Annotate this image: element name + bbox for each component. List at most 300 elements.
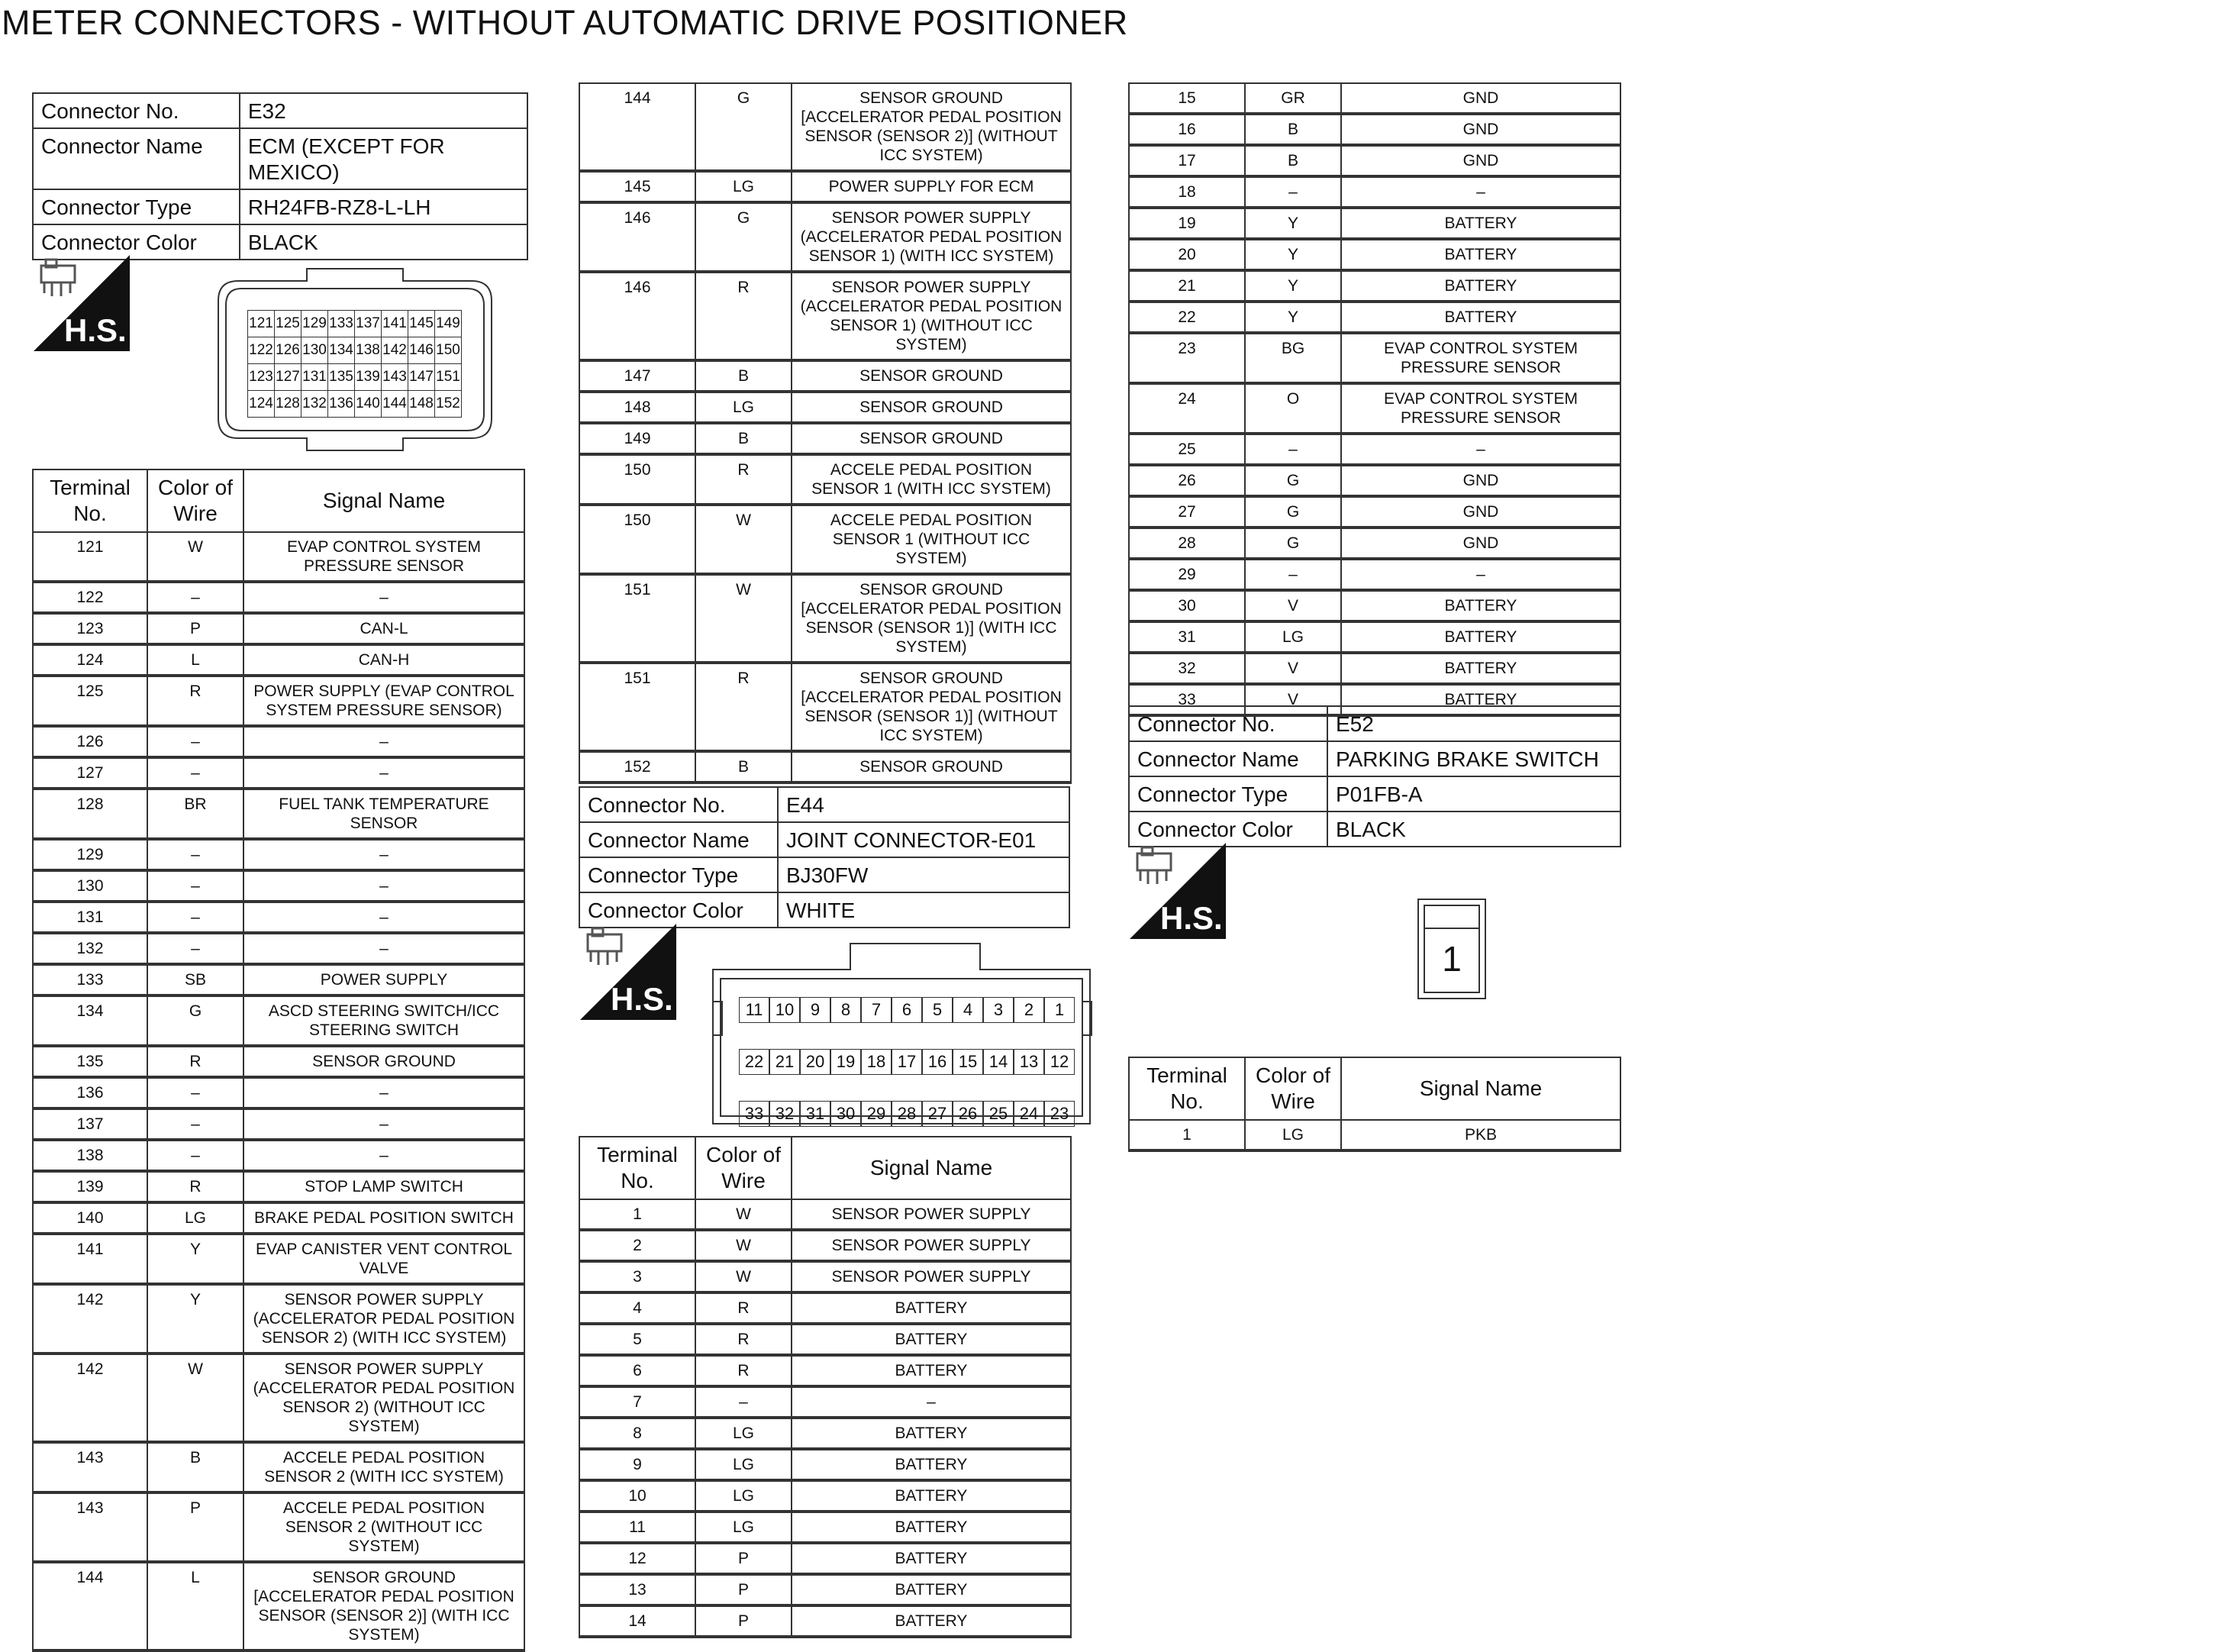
wire-color-cell: B bbox=[695, 751, 792, 782]
wire-color-cell: G bbox=[1245, 496, 1341, 528]
e44-connector-face bbox=[708, 936, 1096, 1128]
wire-color-cell: P bbox=[695, 1543, 792, 1574]
signal-name-cell: – bbox=[1341, 176, 1620, 208]
face-row bbox=[248, 364, 462, 391]
signal-name-cell: – bbox=[243, 726, 524, 757]
signal-name-cell: – bbox=[243, 1077, 524, 1108]
terminal-no-cell: 2 bbox=[579, 1230, 695, 1261]
table-row bbox=[33, 1140, 524, 1171]
wire-color-cell: P bbox=[147, 613, 243, 644]
table-row bbox=[579, 1418, 1071, 1449]
terminal-pin: 22 bbox=[739, 1049, 769, 1075]
signal-name-cell: – bbox=[243, 902, 524, 933]
e52-terminal-table bbox=[1128, 1057, 1621, 1152]
info-value: BJ30FW bbox=[778, 857, 1069, 892]
terminal-pin: 3 bbox=[983, 997, 1014, 1023]
terminal-pin: 10 bbox=[769, 997, 800, 1023]
wire-color-cell: Y bbox=[147, 1234, 243, 1284]
wire-color-cell: GR bbox=[1245, 83, 1341, 114]
terminal-pin: 12 bbox=[1044, 1049, 1075, 1075]
table-row bbox=[1129, 114, 1620, 145]
terminal-no-cell: 28 bbox=[1129, 528, 1245, 559]
signal-name-cell: BATTERY bbox=[792, 1292, 1071, 1324]
terminal-pin: 25 bbox=[983, 1101, 1014, 1127]
terminal-pin: 7 bbox=[861, 997, 892, 1023]
wire-color-cell: – bbox=[147, 933, 243, 964]
signal-name-cell: – bbox=[243, 1108, 524, 1140]
terminal-no-cell: 25 bbox=[1129, 434, 1245, 465]
wire-color-cell: – bbox=[695, 1386, 792, 1418]
terminal-no-cell: 12 bbox=[579, 1543, 695, 1574]
table-row bbox=[33, 839, 524, 870]
signal-name-cell: BATTERY bbox=[792, 1418, 1071, 1449]
signal-name-cell: EVAP CONTROL SYSTEM PRESSURE SENSOR bbox=[243, 532, 524, 582]
table-row bbox=[1129, 208, 1620, 239]
signal-name-cell: BATTERY bbox=[1341, 239, 1620, 270]
table-row bbox=[33, 1234, 524, 1284]
signal-name-cell: – bbox=[243, 582, 524, 613]
table-row bbox=[579, 1574, 1071, 1605]
table-row bbox=[33, 902, 524, 933]
terminal-no-cell: 5 bbox=[579, 1324, 695, 1355]
terminal-no-cell: 26 bbox=[1129, 465, 1245, 496]
e32-connector-face bbox=[215, 266, 495, 453]
wire-color-cell: B bbox=[695, 423, 792, 454]
terminal-no-cell: 32 bbox=[1129, 653, 1245, 684]
wire-color-cell: LG bbox=[695, 1480, 792, 1512]
wire-color-cell: LG bbox=[1245, 621, 1341, 653]
signal-name-cell: BATTERY bbox=[1341, 621, 1620, 653]
signal-name-cell: – bbox=[243, 933, 524, 964]
terminal-no-cell: 145 bbox=[579, 171, 695, 202]
terminal-no-cell: 24 bbox=[1129, 383, 1245, 434]
table-row bbox=[33, 757, 524, 789]
terminal-pin: 15 bbox=[953, 1049, 983, 1075]
wire-color-cell: R bbox=[695, 1324, 792, 1355]
table-row bbox=[33, 582, 524, 613]
terminal-pin: 135 bbox=[328, 364, 355, 391]
header-color-of-wire: Color of Wire bbox=[695, 1137, 792, 1199]
signal-name-cell: EVAP CONTROL SYSTEM PRESSURE SENSOR bbox=[1341, 383, 1620, 434]
terminal-pin: 26 bbox=[953, 1101, 983, 1127]
info-value: WHITE bbox=[778, 892, 1069, 928]
terminal-pin: 18 bbox=[861, 1049, 892, 1075]
signal-name-cell: BATTERY bbox=[792, 1574, 1071, 1605]
wire-color-cell: – bbox=[1245, 434, 1341, 465]
terminal-no-cell: 33 bbox=[1129, 684, 1245, 715]
terminal-pin: 33 bbox=[739, 1101, 769, 1127]
terminal-pin: 149 bbox=[435, 311, 462, 337]
terminal-no-cell: 141 bbox=[33, 1234, 147, 1284]
wire-color-cell: – bbox=[1245, 559, 1341, 590]
table-row bbox=[579, 1543, 1071, 1574]
info-key: Connector Color bbox=[1129, 811, 1327, 847]
terminal-no-cell: 139 bbox=[33, 1171, 147, 1202]
terminal-pin: 134 bbox=[328, 337, 355, 364]
wire-color-cell: – bbox=[147, 582, 243, 613]
signal-name-cell: ACCELE PEDAL POSITION SENSOR 1 (WITH ICC SYSTEM) bbox=[792, 454, 1071, 505]
signal-name-cell: EVAP CANISTER VENT CONTROL VALVE bbox=[243, 1234, 524, 1284]
header-terminal-no: Terminal No. bbox=[33, 469, 147, 532]
table-row bbox=[579, 1386, 1071, 1418]
table-row bbox=[1129, 302, 1620, 333]
table-row bbox=[33, 1108, 524, 1140]
terminal-no-cell: 10 bbox=[579, 1480, 695, 1512]
info-value: E44 bbox=[778, 787, 1069, 822]
terminal-pin: 144 bbox=[382, 391, 408, 418]
table-row bbox=[33, 644, 524, 676]
wire-color-cell: – bbox=[147, 839, 243, 870]
face-row bbox=[739, 997, 1075, 1023]
terminal-pin: 151 bbox=[435, 364, 462, 391]
wire-color-cell: Y bbox=[1245, 208, 1341, 239]
wire-color-cell: BG bbox=[1245, 333, 1341, 383]
signal-name-cell: BATTERY bbox=[792, 1355, 1071, 1386]
hs-label: H.S. bbox=[1160, 900, 1223, 936]
signal-name-cell: SENSOR GROUND bbox=[792, 751, 1071, 782]
signal-name-cell: SENSOR POWER SUPPLY bbox=[792, 1199, 1071, 1230]
wire-color-cell: B bbox=[147, 1442, 243, 1492]
table-row bbox=[579, 1199, 1071, 1230]
terminal-no-cell: 125 bbox=[33, 676, 147, 726]
signal-name-cell: SENSOR GROUND bbox=[243, 1046, 524, 1077]
terminal-pin: 122 bbox=[248, 337, 275, 364]
signal-name-cell: BATTERY bbox=[792, 1449, 1071, 1480]
face-row bbox=[248, 337, 462, 364]
terminal-pin: 28 bbox=[892, 1101, 922, 1127]
signal-name-cell: GND bbox=[1341, 114, 1620, 145]
table-row bbox=[579, 505, 1071, 574]
wire-color-cell: Y bbox=[1245, 239, 1341, 270]
hs-icon bbox=[34, 255, 130, 351]
terminal-pin: 152 bbox=[435, 391, 462, 418]
terminal-no-cell: 151 bbox=[579, 663, 695, 751]
signal-name-cell: – bbox=[243, 839, 524, 870]
signal-name-cell: SENSOR GROUND [ACCELERATOR PEDAL POSITION SENSOR (SENSOR 1)] (WITHOUT ICC SYSTEM) bbox=[792, 663, 1071, 751]
wire-color-cell: LG bbox=[1245, 1120, 1341, 1150]
wire-color-cell: Y bbox=[1245, 302, 1341, 333]
wire-color-cell: V bbox=[1245, 684, 1341, 715]
signal-name-cell: GND bbox=[1341, 528, 1620, 559]
table-row bbox=[33, 613, 524, 644]
terminal-no-cell: 3 bbox=[579, 1261, 695, 1292]
wire-color-cell: P bbox=[695, 1605, 792, 1637]
table-row bbox=[579, 1230, 1071, 1261]
terminal-pin: 19 bbox=[830, 1049, 861, 1075]
terminal-pin: 123 bbox=[248, 364, 275, 391]
terminal-pin: 141 bbox=[382, 311, 408, 337]
signal-name-cell: SENSOR GROUND [ACCELERATOR PEDAL POSITION SENSOR (SENSOR 2)] (WITH ICC SYSTEM) bbox=[243, 1562, 524, 1650]
page-title: METER CONNECTORS - WITHOUT AUTOMATIC DRIVE POSITIONER bbox=[2, 3, 1128, 42]
terminal-no-cell: 151 bbox=[579, 574, 695, 663]
terminal-pin: 140 bbox=[355, 391, 382, 418]
table-row bbox=[33, 1046, 524, 1077]
table-row bbox=[579, 202, 1071, 272]
terminal-no-cell: 144 bbox=[33, 1562, 147, 1650]
terminal-pin: 146 bbox=[408, 337, 435, 364]
table-row bbox=[579, 1480, 1071, 1512]
wire-color-cell: – bbox=[147, 1108, 243, 1140]
wire-color-cell: – bbox=[147, 870, 243, 902]
wire-color-cell: – bbox=[1245, 176, 1341, 208]
signal-name-cell: POWER SUPPLY (EVAP CONTROL SYSTEM PRESSURE SENSOR) bbox=[243, 676, 524, 726]
terminal-no-cell: 123 bbox=[33, 613, 147, 644]
table-row bbox=[33, 1354, 524, 1442]
table-row bbox=[579, 1449, 1071, 1480]
table-row bbox=[33, 933, 524, 964]
wire-color-cell: W bbox=[695, 505, 792, 574]
terminal-no-cell: 129 bbox=[33, 839, 147, 870]
table-row bbox=[33, 1562, 524, 1650]
table-row bbox=[1129, 1120, 1620, 1150]
table-row bbox=[1129, 434, 1620, 465]
terminal-no-cell: 15 bbox=[1129, 83, 1245, 114]
table-row bbox=[33, 676, 524, 726]
signal-name-cell: – bbox=[1341, 559, 1620, 590]
table-row bbox=[579, 272, 1071, 360]
signal-name-cell: BATTERY bbox=[1341, 684, 1620, 715]
terminal-pin: 4 bbox=[953, 997, 983, 1023]
wire-color-cell: W bbox=[695, 1230, 792, 1261]
hs-label: H.S. bbox=[64, 312, 127, 348]
wire-color-cell: Y bbox=[147, 1284, 243, 1354]
face-row bbox=[739, 1049, 1075, 1075]
info-key: Connector Type bbox=[1129, 776, 1327, 811]
signal-name-cell: BATTERY bbox=[792, 1324, 1071, 1355]
terminal-pin: 14 bbox=[983, 1049, 1014, 1075]
terminal-no-cell: 132 bbox=[33, 933, 147, 964]
info-key: Connector No. bbox=[579, 787, 778, 822]
terminal-pin: 11 bbox=[739, 997, 769, 1023]
terminal-pin: 30 bbox=[830, 1101, 861, 1127]
terminal-no-cell: 144 bbox=[579, 83, 695, 171]
e44-face-grid bbox=[739, 971, 1075, 1153]
info-value: RH24FB-RZ8-L-LH bbox=[240, 189, 527, 224]
header-signal-name: Signal Name bbox=[1341, 1057, 1620, 1120]
signal-name-cell: SENSOR POWER SUPPLY bbox=[792, 1261, 1071, 1292]
wire-color-cell: W bbox=[695, 574, 792, 663]
e32-face-grid bbox=[247, 310, 462, 418]
signal-name-cell: GND bbox=[1341, 465, 1620, 496]
table-row bbox=[579, 423, 1071, 454]
table-row bbox=[33, 789, 524, 839]
table-row bbox=[1129, 496, 1620, 528]
terminal-no-cell: 31 bbox=[1129, 621, 1245, 653]
terminal-no-cell: 122 bbox=[33, 582, 147, 613]
signal-name-cell: BRAKE PEDAL POSITION SWITCH bbox=[243, 1202, 524, 1234]
e44-terminal-table-continued bbox=[1128, 82, 1621, 717]
terminal-pin: 131 bbox=[302, 364, 328, 391]
table-row bbox=[33, 726, 524, 757]
header-color-of-wire: Color of Wire bbox=[1245, 1057, 1341, 1120]
terminal-pin: 13 bbox=[1014, 1049, 1044, 1075]
wire-color-cell: G bbox=[1245, 528, 1341, 559]
signal-name-cell: BATTERY bbox=[792, 1605, 1071, 1637]
terminal-no-cell: 29 bbox=[1129, 559, 1245, 590]
terminal-pin: 32 bbox=[769, 1101, 800, 1127]
wire-color-cell: LG bbox=[695, 1449, 792, 1480]
terminal-pin: 143 bbox=[382, 364, 408, 391]
e52-connector-face bbox=[1417, 898, 1487, 1000]
table-row bbox=[579, 171, 1071, 202]
wire-color-cell: W bbox=[695, 1199, 792, 1230]
signal-name-cell: ACCELE PEDAL POSITION SENSOR 2 (WITH ICC SYSTEM) bbox=[243, 1442, 524, 1492]
terminal-no-cell: 135 bbox=[33, 1046, 147, 1077]
terminal-no-cell: 137 bbox=[33, 1108, 147, 1140]
info-key: Connector Color bbox=[579, 892, 778, 928]
wire-color-cell: LG bbox=[695, 1512, 792, 1543]
terminal-no-cell: 136 bbox=[33, 1077, 147, 1108]
terminal-no-cell: 133 bbox=[33, 964, 147, 995]
terminal-pin: 21 bbox=[769, 1049, 800, 1075]
table-row bbox=[1129, 465, 1620, 496]
wire-color-cell: LG bbox=[147, 1202, 243, 1234]
wire-color-cell: – bbox=[147, 902, 243, 933]
wire-color-cell: V bbox=[1245, 653, 1341, 684]
terminal-pin: 20 bbox=[800, 1049, 830, 1075]
terminal-no-cell: 1 bbox=[579, 1199, 695, 1230]
terminal-no-cell: 23 bbox=[1129, 333, 1245, 383]
signal-name-cell: GND bbox=[1341, 496, 1620, 528]
info-key: Connector Type bbox=[33, 189, 240, 224]
e52-info-table bbox=[1128, 705, 1621, 847]
wire-color-cell: LG bbox=[695, 1418, 792, 1449]
table-row bbox=[579, 360, 1071, 392]
table-row bbox=[1129, 83, 1620, 114]
signal-name-cell: GND bbox=[1341, 83, 1620, 114]
table-row bbox=[1129, 239, 1620, 270]
table-row bbox=[33, 1284, 524, 1354]
wire-color-cell: R bbox=[147, 1046, 243, 1077]
terminal-pin: 139 bbox=[355, 364, 382, 391]
terminal-pin: 126 bbox=[275, 337, 302, 364]
signal-name-cell: SENSOR POWER SUPPLY (ACCELERATOR PEDAL POSITION SENSOR 1) (WITH ICC SYSTEM) bbox=[792, 202, 1071, 272]
table-row bbox=[33, 995, 524, 1046]
terminal-no-cell: 126 bbox=[33, 726, 147, 757]
table-row bbox=[579, 392, 1071, 423]
wire-color-cell: W bbox=[147, 1354, 243, 1442]
table-row bbox=[579, 663, 1071, 751]
terminal-pin: 132 bbox=[302, 391, 328, 418]
terminal-no-cell: 150 bbox=[579, 505, 695, 574]
signal-name-cell: GND bbox=[1341, 145, 1620, 176]
signal-name-cell: BATTERY bbox=[792, 1543, 1071, 1574]
table-row bbox=[33, 1442, 524, 1492]
info-key: Connector No. bbox=[33, 93, 240, 128]
terminal-no-cell: 121 bbox=[33, 532, 147, 582]
wire-color-cell: L bbox=[147, 644, 243, 676]
signal-name-cell: ACCELE PEDAL POSITION SENSOR 2 (WITHOUT ICC SYSTEM) bbox=[243, 1492, 524, 1562]
signal-name-cell: BATTERY bbox=[1341, 590, 1620, 621]
e32-terminal-table bbox=[32, 469, 525, 1652]
wire-color-cell: R bbox=[695, 1292, 792, 1324]
table-row bbox=[1129, 383, 1620, 434]
terminal-pin: 136 bbox=[328, 391, 355, 418]
signal-name-cell: SENSOR POWER SUPPLY (ACCELERATOR PEDAL POSITION SENSOR 1) (WITHOUT ICC SYSTEM) bbox=[792, 272, 1071, 360]
face-row bbox=[739, 1101, 1075, 1127]
terminal-pin: 29 bbox=[861, 1101, 892, 1127]
terminal-pin: 127 bbox=[275, 364, 302, 391]
signal-name-cell: SENSOR POWER SUPPLY bbox=[792, 1230, 1071, 1261]
terminal-pin: 124 bbox=[248, 391, 275, 418]
table-row bbox=[33, 870, 524, 902]
table-row bbox=[579, 1355, 1071, 1386]
signal-name-cell: BATTERY bbox=[792, 1480, 1071, 1512]
terminal-no-cell: 14 bbox=[579, 1605, 695, 1637]
terminal-no-cell: 19 bbox=[1129, 208, 1245, 239]
signal-name-cell: SENSOR GROUND [ACCELERATOR PEDAL POSITION SENSOR (SENSOR 1)] (WITH ICC SYSTEM) bbox=[792, 574, 1071, 663]
terminal-no-cell: 22 bbox=[1129, 302, 1245, 333]
header-terminal-no: Terminal No. bbox=[579, 1137, 695, 1199]
signal-name-cell: PKB bbox=[1341, 1120, 1620, 1150]
header-signal-name: Signal Name bbox=[792, 1137, 1071, 1199]
signal-name-cell: CAN-L bbox=[243, 613, 524, 644]
face-row bbox=[248, 391, 462, 418]
terminal-pin: 5 bbox=[922, 997, 953, 1023]
info-key: Connector Color bbox=[33, 224, 240, 260]
table-row bbox=[579, 83, 1071, 171]
signal-name-cell: – bbox=[243, 870, 524, 902]
info-value: E52 bbox=[1327, 706, 1620, 741]
terminal-no-cell: 17 bbox=[1129, 145, 1245, 176]
terminal-pin: 31 bbox=[800, 1101, 830, 1127]
signal-name-cell: ASCD STEERING SWITCH/ICC STEERING SWITCH bbox=[243, 995, 524, 1046]
signal-name-cell: SENSOR GROUND bbox=[792, 392, 1071, 423]
wire-color-cell: G bbox=[695, 202, 792, 272]
table-row bbox=[579, 1605, 1071, 1637]
table-row bbox=[1129, 621, 1620, 653]
wire-color-cell: BR bbox=[147, 789, 243, 839]
terminal-no-cell: 7 bbox=[579, 1386, 695, 1418]
info-row-connector-name bbox=[33, 128, 527, 189]
table-row bbox=[1129, 590, 1620, 621]
signal-name-cell: – bbox=[243, 1140, 524, 1171]
wire-color-cell: R bbox=[695, 454, 792, 505]
wire-color-cell: LG bbox=[695, 171, 792, 202]
terminal-pin: 142 bbox=[382, 337, 408, 364]
signal-name-cell: BATTERY bbox=[792, 1512, 1071, 1543]
info-value: PARKING BRAKE SWITCH bbox=[1327, 741, 1620, 776]
table-row bbox=[33, 1202, 524, 1234]
wire-color-cell: W bbox=[695, 1261, 792, 1292]
signal-name-cell: SENSOR GROUND bbox=[792, 423, 1071, 454]
e32-terminal-table-continued bbox=[579, 82, 1072, 784]
terminal-pin: 9 bbox=[800, 997, 830, 1023]
table-row bbox=[579, 751, 1071, 782]
signal-name-cell: ACCELE PEDAL POSITION SENSOR 1 (WITHOUT ICC SYSTEM) bbox=[792, 505, 1071, 574]
info-key: Connector No. bbox=[1129, 706, 1327, 741]
terminal-no-cell: 13 bbox=[579, 1574, 695, 1605]
info-row-connector-no bbox=[33, 93, 527, 128]
wire-color-cell: R bbox=[147, 676, 243, 726]
terminal-pin: 150 bbox=[435, 337, 462, 364]
terminal-no-cell: 148 bbox=[579, 392, 695, 423]
terminal-no-cell: 143 bbox=[33, 1442, 147, 1492]
wire-color-cell: Y bbox=[1245, 270, 1341, 302]
table-row bbox=[33, 964, 524, 995]
terminal-pin: 145 bbox=[408, 311, 435, 337]
wire-color-cell: SB bbox=[147, 964, 243, 995]
table-row bbox=[1129, 528, 1620, 559]
signal-name-cell: FUEL TANK TEMPERATURE SENSOR bbox=[243, 789, 524, 839]
info-value: E32 bbox=[240, 93, 527, 128]
terminal-no-cell: 127 bbox=[33, 757, 147, 789]
terminal-pin: 24 bbox=[1014, 1101, 1044, 1127]
wire-color-cell: B bbox=[1245, 114, 1341, 145]
terminal-no-cell: 152 bbox=[579, 751, 695, 782]
terminal-no-cell: 134 bbox=[33, 995, 147, 1046]
table-row bbox=[579, 1261, 1071, 1292]
